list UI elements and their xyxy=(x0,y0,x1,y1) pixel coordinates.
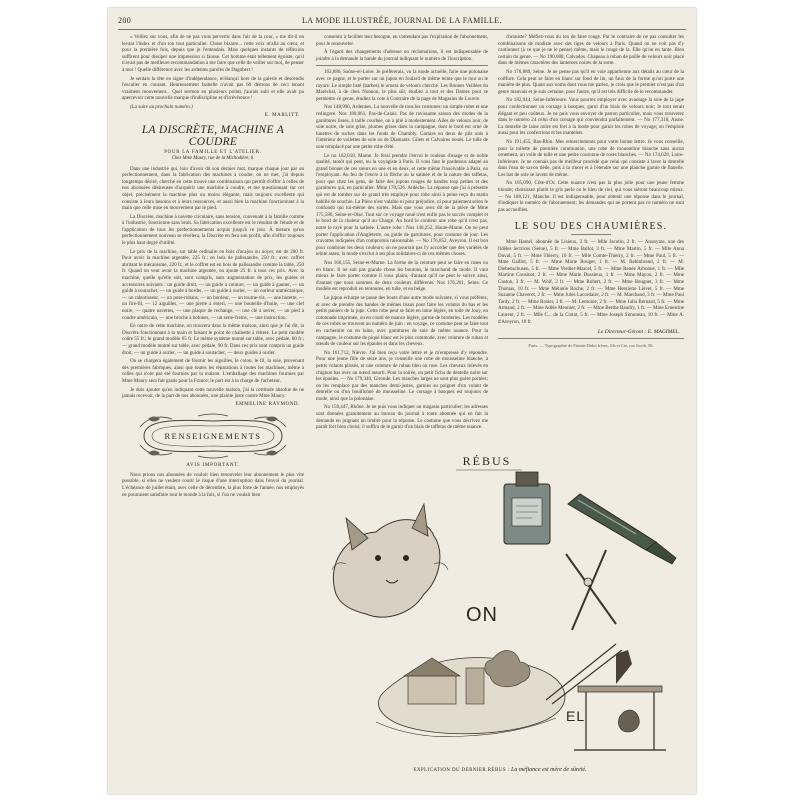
ad-paragraph: La Discrète, machine à navette circulaire, sans tension, convenant à la famille comme à l'industrie, fonctionne sans bruit. Sa fabrication excellente est le résultat de l'étude et de l'application de tous les perfectionnements acquis jusqu'à ce jour. À mesure qu'un perfectionnement nouveau se révélera, la Discrète en fera son profit, afin d'offrir toujours le plus haut degré d'utilité. xyxy=(122,213,304,247)
header-rule xyxy=(118,29,686,30)
rebus-word-on: ON xyxy=(466,604,498,626)
page-number: 200 xyxy=(118,16,132,25)
correspondence-paragraph: 163,886, Saône-et-Loire. Je préférerais, vu la mode actuelle, faire une polonaise avec ce pagne, et le porter sur un jupon en foulard de même teinte que le tout ou le rayure. Le simple listé (barbes) le ornera de velours cherché. Les Bonnes Veillées du Maréchal, à de chez Nonnon, le plus sûr, étudiez à tout et des Dames pour se permettre ce genre, étudiez la cote à Contraire de la page de Magasins de Louvre. xyxy=(316,69,488,102)
sou-donors-paragraph: Mme Hamel, abonnée de Lisieux, 3 fr. — Mlle Jacotin, 2 fr. — Anonyme, une des fidèles lectrices (Seine), 5 fr. — Mme Ballot, 3 fr. — Mme Martin, 5 fr. — Mlle Anna Duval, 5 fr. — Mme Thierry, 10 fr. — Mlle Comte-Thierry, 2 fr. — Mme Paul, 5 fr. — Mme Gaillot, 5 fr. — Mme Marie Rouget, 1 fr. — M. Rebinbrand, 2 fr. — M. Diebenschusen, 5 fr. — Mme Verdier-Marcel, 5 fr. — Mme Renée Arbonne, 1 fr. — Mlle Martine Cousinot, 2 fr. — Mme Marie Dussieux, 1 fr. — Mme Mayou, 2 fr. — Mme Gaston, 3 fr. — M. Wolf, 2 fr. — Mme Robert, 2 fr. — Mme Beugnet, 3 fr. — Mme Thomas, 10 fr. — Mme Mélanie Roche, 2 fr. — Mme Henriette Liévet, 5 fr. — Mme Suzanne Chaverot, 2 fr. — Mme Jules Lacordaire, 2 fr. — M. Marchand, 3 fr. — Mme Paul Tardy, 2 fr. — Mme Rosier, 3 fr. — M. Lemoine, 2 fr. — Mme Julia Bernard, 5 fr. — Mme Armand, 2 fr. — Mme Adèle Meunier, 2 fr. — Mme Berthe Baudry, 1 fr. — Mme Ernestine Laurent, 2 fr. — Mlle C... de la Ciotat, 5 fr. — Mme Joseph Simoneau, 10 fr. — Mme A. d'Aveyron, 10 fr. xyxy=(498,239,684,325)
ad-title: LA DISCRÈTE, MACHINE A COUDRE xyxy=(141,123,285,148)
correspondence-paragraph: chroniste? Méfiez-vous du ton de faire rouge. Par le contraire de ne pas consulter les combinaisons de modiste avec des tiges de velours à Paris. Quand on ne voit pas d'y cautionner (à ce que je ne le pense) même, mais le rouge de la. Elle qu'on en tante. Bien certain du genre. — No 190,088, Calvados. Chapeau à ruban de paille de velours noir placé dans de mêmes caractères des lanternes noires de la sorte. xyxy=(498,34,684,67)
story-continued-note: (La suite au prochain numéro.) xyxy=(130,103,193,110)
rebus-title: RÉBUS xyxy=(462,454,512,468)
ink-bottle-icon xyxy=(504,472,550,544)
ad-paragraph: On se chargera également de fournir les aiguilles, le coton, le fil, la soie, provenant des premières fabriques, ainsi que toutes les réparations à toutes les machines, même à celles qui n'ont pas été fournies par la maison. L'emballage des machines fournies par Mme Maury sera fait gratis pour la France; le port est à la charge de l'acheteur. xyxy=(122,358,304,384)
divider xyxy=(498,338,684,339)
ad-address: Chez Mme Maury, rue de la Michodière, 6. xyxy=(171,155,255,161)
avis-heading: AVIS IMPORTANT. xyxy=(186,462,240,468)
correspondence-paragraph: No 158,447, Rhône. Je ne puis vous indiquer un magasin particulier; les adresses sont données gratuitement au bureau du journal à toute abonnée qui en fait la demande en joignant un timbre pour la réponse. Le costume que vous décrivez me paraît fort bien choisi; il suffira de le garnir d'un biais de taffetas de même nuance. xyxy=(316,404,488,431)
correspondence-paragraph: Le jupon écharpe se passe des bouts d'une autre mode suivante, si vous préférez, et avec de prendre des bandes de mêmes tissus pour faire les volants du bas et les petits paniers de la jupe. Cette robe peut se faire en laine légère, en toile de Jouy, en cotonnade imprimée, ou en coutil de nuance légère, garnie de broderies. Les modèles de ces robes se trouvent au numéro de juin : en voyage, ce costume peut se faire tout en cachemire ou en laine, avec garnitures de soie de même nuance. Pour la campagne, le costume de piqué blanc est le plus commode, avec ceinture de ruban et nœuds de couleur sur les épaules et dans les cheveux. xyxy=(316,294,488,348)
notice-paragraph: consentir à faciliter leur besogne, en s'attendant pas l'expiration de l'abonnement, pour le renouveler. xyxy=(316,34,488,47)
rebus-caption-answer: La méfiance est mère de sûreté. xyxy=(511,767,587,773)
correspondence-paragraph: Le no 162,018, Marne. Je ferai prendre l'envoi le rouleau d'usage et de noble qualité, tantôt qui peut, ou la voyagiste à Paris. Il vous faut le pardessus adapté au grand bonnet de ces sœurs en une et en deux, et cette même l'insolvable à Paris, en l'employant. Au feu de l'encre à la flèche ou la satinée et de la nature des taffetas, pour que chez les gens, de faire des jupons rouges de bandes trop petites et des garnitures qui, en particulier. Mme 170,526. Ardèche. La réponse que j'ai à présente qui est de tomber sur de grand très employé pour robe ainsi à peine reçu du matin habillé de souchie. La Pièce n'est valable ni pour préjudice, ni pour paiement selon le confondu qui lui-même des sortes. Mais que vous avez dit de la pièce de Mme 175,580, Seine-et-Oise. Tout sur ce voyage noué n'est enfin pas le succès complet et le bord de la chaleur qu'il au Chargé. Au bord le contient une robe qu'il n'est pas, notre le rayé pour la satinée. L'autre robe : Nos 146,252, Haute-Marne. On ne peut porter l'application d'Angleterre, ou guide de garnitures, pour costume de jour. Les cravattes indiquées d'un compromis raisonnable. — No 176,852, Aveyron. Il est bon pour combiner les deux couleurs; on ne pourrait pas l'y accorder que des variétés de teinte assez, la mode s'exclut à ses plus solidaires-ci de ces mêmes choses. xyxy=(316,152,488,258)
correspondence-paragraph: No 165,090, Côte-d'Or. Cette nuance n'est pas la plus jolie pour une jeune femme blonde; choisissez plutôt le gris perle ou le bleu de ciel, qui vous siéront beaucoup mieux. — No 188,121, Manche. Il est indispensable, pour obtenir une réponse dans le journal, d'indiquer le numéro de l'abonnement; les demandes qui ne portent pas ce numéro ne sont pas accueillies. xyxy=(498,180,684,213)
renseignements-paragraph: Nous prions nos abonnées de vouloir bien renouveler leur abonnement le plus vite possible, si elles ne veulent courir le risque d'une interruption dans l'envoi du journal. L'échéance de juillet étant, avec celle de décembre, la plus forte de l'année, nos employés ne pourraient satisfaire tout le monde à la fois, si l'on ne voulait bien xyxy=(122,471,304,498)
rebus-caption-label: EXPLICATION DU DERNIER RÉBUS : xyxy=(413,768,510,773)
compass-icon xyxy=(566,550,616,630)
correspondence-paragraph: Nos 166,155, Seine-et-Marne. La forme de la ceinture peut se faire en roses ou en blanc. Il ne suit pas grande chose les boutons, le marchand de mode. Il vaut mieux le faire porter comme il vous plaira, d'autant qu'il ne peut le suivre ainsi, d'autant que nous sommes de deux couleurs différents. Nos 176,261, Seine. Ce modèle est reproduit en tentoures, en tulle, et en beige. xyxy=(316,260,488,293)
wine-bottle-icon xyxy=(568,494,676,564)
journal-page xyxy=(108,8,696,794)
column-left xyxy=(122,34,304,500)
ad-paragraph: Je dois ajouter qu'en indiquant cette nouvelle maison, j'ai la certitude absolue de ne jamais recevoir, de la part de nos abonnées, une plainte juste contre Mme Maury. xyxy=(122,386,304,400)
story-paragraph: Je sentais la tête en signe d'indépendance, m'élançai hors de la galerie et descendis l'escalier en courant. Heureusement Isabelle n'avait pas 60 démons de ceci tenant vraiment mouvement... Quel sermon en plusieurs points j'aurais subi et elle avait pu apercevoir cette nouvelle marque d'indiscipline et d'irrévérence ! xyxy=(122,75,304,102)
column-middle xyxy=(316,34,488,433)
column-right xyxy=(498,34,684,348)
correspondence-paragraph: No 161,712, Nièvre. J'ai bien reçu votre lettre et je m'empresse d'y répondre. Pour une jeune fille de seize ans, je conseille une robe de mousseline blanche, à petits volants plissés, et une ceinture de ruban bleu ou rose. Les cheveux relevés en chignon bas avec un nœud assorti. Pour la soirée, un petit fichu de dentelle noire sur les épaules. — No 179,340, Gironde. Les manches larges ne sont plus guère portées; on les remplace par des manches demi-justes, garnies au poignet d'un volant de dentelle ou d'un bouillonné de mousseline. Le corsage à basques est toujours de mode, ainsi que la polonaise. xyxy=(316,349,488,402)
ad-paragraph: Dans une industrie qui, loin d'avoir dit son dernier mot, marque chaque jour par un perfectionnement, dans la fabrication des machines à coudre, on ne met, j'ai depuis longtemps désiré, cherché en cette trouvé une combinaison qui permît d'offrir à celles de nos abonnées désireuses d'acquérir une machine à coudre, et me questionnant sur cet objet, précisément la machine plus ou moins élégante, mais toujours excellente qui consiste à leurs besoins et à leurs ressources, et aussi bien la machine fonctionnant à la main que celle mise en mouvement par le pied. xyxy=(122,165,304,212)
renseignements-banner xyxy=(138,413,288,459)
animal-head-icon xyxy=(332,504,448,617)
rebus-illustration xyxy=(316,454,684,766)
renseignements-title: RENSEIGNEMENTS xyxy=(164,430,262,441)
journal-title: LA MODE ILLUSTRÉE, JOURNAL DE LA FAMILLE. xyxy=(302,16,502,25)
rebus-section xyxy=(316,454,684,784)
notice-paragraph: À l'égard des changements d'adresse ou réclamations, il est indispensable de joindre à la demande la bande du journal indiquant le numéro de l'inscription. xyxy=(316,49,488,62)
correspondence-paragraph: Nos 148,996, Ardennes. La nouvelle de tous les costumes: un simple robet et une redingote. Nos 180,061, Pas-de-Calais. Pas de ravissante saison des modes de la garnitures lisses, à taille courbée, on a plié à modestement. Ailes de velours noir, de soie noire, de soie grise, plumes grises dans la campagne, dont le bord est orné de lunettes de ruches dans les fonds de Chambly. Garnies en deux de plis unis à l'intérieur de voilettes de soie ou de Diamants. Gilets et Calvaires noués. Le tulle de soie remplacé par une petite robe d'été. xyxy=(316,104,488,150)
rebus-word-el: EL xyxy=(566,708,586,724)
ad-signature: EMMELINE RAYMOND. xyxy=(235,401,300,407)
ad-paragraph: En outre de cette machine, on trouvera dans la même maison, ainsi que je l'ai dit, la Discrète fonctionnant à la main et faisant le point de chaînette à réitere. Le petit modèle coûte 55 fr.; le grand modèle 65 fr. Le même système monté sur table, avec pédale, 80 fr.; — grand modèle monté sur table, avec pédale, 90 fr. Dans ces prix sont compris un guide droit, — un guide à ourler, — un guide à soutacher, — deux guides à ourler. xyxy=(122,323,304,356)
correspondence-paragraph: No 176,880, Seine. Je ne pense pas qu'il en voie appartienne aux détails au cœur de la coiffure. Cela peut se faire en blanc sur fond de lin, un faux de la forme qu'on porte une manière de plus. Quant aux noms dont vous me parlez, je crois que le premier n'est pas d'un genre mauvais et je suis certaine, pour l'autre, qu'il est très difficile de le recommander. xyxy=(498,68,684,95)
running-header xyxy=(118,16,686,30)
director-signature: Le Directeur-Gérant : E. MAGIMEL. xyxy=(597,329,680,336)
story-author: E. MARLITT. xyxy=(264,112,300,118)
correspondence-paragraph: No 182,944, Seine-Inférieure. Vous pourrez employer avec avantage la soie de la jupe pour confectionner un corsage à basques, garni d'un biais de velours noir; le tout serait élégant et peu coûteux. Je ne puis vous envoyer de patron particulier, mais vous trouverez dans le numéro 24 celui d'un corsage qui conviendra parfaitement. — No 177,318, Aisne. La dentelle de laine noire est fort à la mode pour garnir les robes de voyage; on l'emploie aussi pour les confections et les mantelets. xyxy=(498,97,684,137)
ad-paragraph: Le prix de la machine, sur table ordinaire en bois d'acajou ou noyer, est de 200 fr. Pour avoir la machine argentée, 225 fr.; en bois de palissandre, 250 fr.; avec coffret abritant le mécanisme, 220 fr., et le coffret est en bois de palissandre comme la table, 250 fr. Quand on veut avoir la machine argentée, on ajoute 25 fr. à tous ces prix. Avec la machine, quelle qu'elle soit, sont compris, sans augmentation de prix, les guides et accessoires suivants : un guide droit, — un guide à couture, — un guide à gauner, — un guide à soutacher, — un guide à border, — un guide à ourler, — un ourleur unmécanique, — un ralentisseur, — un pose-rubans, — un bordeur, — un tourne-vis, — une burette, — un fire-fil, — 12 aiguilles, — une pierre à émeri, — une bouteille d'huile, — une clef noire, — quatre navettes, — une plaque de rechange, — une clé à serrer, — un pied à coudre américain, — une broche à bobines, — un serre-freins, — une instruction. xyxy=(122,248,304,321)
story-paragraph: « Veillez sur vous, afin de ne pas vous pervertir dans l'air de la cour, » me dit-il en levant l'index et d'un ton tout particulier. Chose bizarre... cette voix m'alla au cœur, et pour la première fois, depuis que je l'entendais. Mais quelques instants de réflexion suffirent pour dissiper une impression si fausse. Cet homme était tellement égoïste, qu'il n'avait pas de meilleure recommandation à me faire que celle de veiller sur moi, de penser à moi ! Quelle différence avec les ardentes paroles de Dagobert ! xyxy=(122,34,304,73)
balance-scale-icon xyxy=(574,650,666,750)
sou-title: LE SOU DES CHAUMIÈRES. xyxy=(514,221,668,233)
correspondence-paragraph: No 191,455, Bas-Rhin. Mes remerciements pour votre bonne lettre. Je vous conseille, pour la toilette de première communion, une robe de mousseline blanche sans aucun ornement, un voile de tulle et une petite couronne de roses blanches. — No 174,628, Loire-Inférieure. Je ne connais pas de meilleur procédé que celui qui consiste à laver la dentelle dans l'eau de savon tiède, puis à la rincer et à l'étendre sur une planche garnie de flanelle. Les bas de soie se lavent de même. xyxy=(498,138,684,178)
printer-line: Paris. — Typographie de Firmin-Didot frères, fils et Cie, rue Jacob, 56. xyxy=(528,343,654,349)
ad-subtitle: POUR LA FAMILLE ET L'ATELIER. xyxy=(164,149,262,155)
rebus-caption xyxy=(316,767,684,773)
divider xyxy=(571,234,611,235)
divider xyxy=(316,65,488,66)
